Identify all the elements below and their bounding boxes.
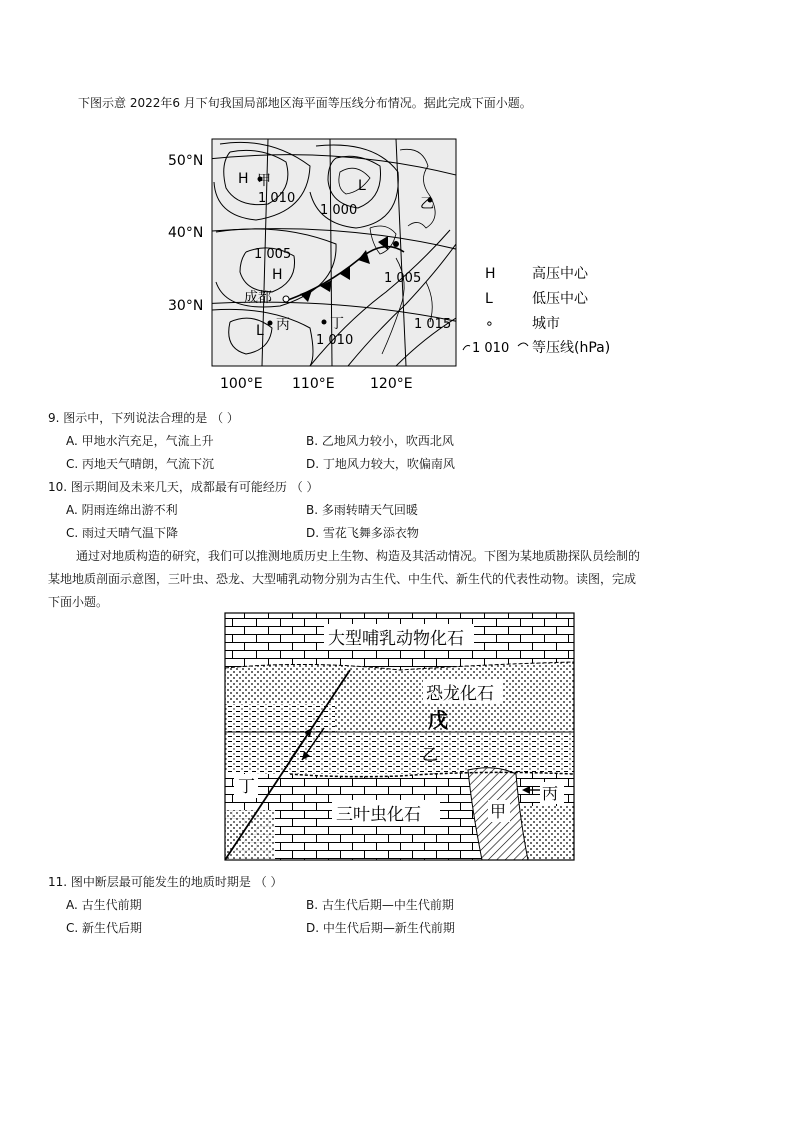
q9-stem: 9. 图示中，下列说法合理的是 （ ）: [48, 411, 239, 425]
lon-label-110: 110°E: [292, 376, 335, 392]
geologic-section: [220, 610, 582, 866]
label-yi: 乙: [422, 745, 439, 764]
lat-label-50: 50°N: [168, 153, 204, 169]
q10-option-a[interactable]: A. 阴雨连绵出游不利: [66, 503, 178, 517]
legend-sym-isobar: 1 010: [472, 341, 510, 356]
label-iso1010b: 1 010: [316, 333, 354, 348]
label-iso1005b: 1 005: [384, 271, 422, 286]
label-iso1000: 1 000: [320, 203, 358, 218]
legend-sym-H: H: [485, 266, 496, 282]
q9-option-a[interactable]: A. 甲地水汽充足，气流上升: [66, 434, 214, 448]
isobar-map: [160, 132, 640, 394]
q10-stem: 10. 图示期间及未来几天，成都最有可能经历 （ ）: [48, 480, 319, 494]
q11-option-b[interactable]: B. 古生代后期—中生代前期: [306, 898, 454, 912]
intro-text-2-line1: 通过对地质构造的研究，我们可以推测地质历史上生物、构造及其活动情况。下图为某地质勘探队员绘制的: [76, 549, 641, 563]
label-dino-fossil: 恐龙化石: [426, 684, 494, 704]
legend-text-isobar: 等压线(hPa): [532, 340, 611, 356]
lon-label-100: 100°E: [220, 376, 263, 392]
intro-text-2-line3: 下面小题。: [48, 595, 109, 609]
q11-option-a[interactable]: A. 古生代前期: [66, 898, 142, 912]
label-iso1015: 1 015: [414, 317, 452, 332]
label-trilobite-fossil: 三叶虫化石: [336, 805, 421, 825]
label-H2: H: [272, 267, 283, 283]
q10-option-b[interactable]: B. 多雨转晴天气回暖: [306, 503, 418, 517]
label-bing: 丙: [276, 317, 290, 333]
label-jia: 甲: [490, 802, 507, 821]
label-L1: L: [358, 178, 366, 194]
legend-text-H: 高压中心: [532, 266, 588, 282]
intro-text-2-line2: 某地地质剖面示意图，三叶虫、恐龙、大型哺乳动物分别为古生代、中生代、新生代的代表性动物。读图，完成: [48, 572, 637, 586]
q11-stem: 11. 图中断层最可能发生的地质时期是 （ ）: [48, 875, 283, 889]
label-wu: 戊: [428, 708, 448, 732]
label-mammal-fossil: 大型哺乳动物化石: [328, 629, 464, 649]
label-bing: 丙: [542, 784, 559, 803]
label-ding: 丁: [330, 316, 344, 332]
intro-text-1: 下图示意 2022年6 月下旬我国局部地区海平面等压线分布情况。据此完成下面小题。: [78, 96, 532, 110]
label-chengdu: 成都: [244, 290, 272, 306]
q9-option-c[interactable]: C. 丙地天气晴朗，气流下沉: [66, 457, 215, 471]
label-L2: L: [256, 323, 264, 339]
label-jia: 甲: [257, 173, 271, 189]
lat-label-40: 40°N: [168, 225, 204, 241]
label-iso1005a: 1 005: [254, 247, 292, 262]
label-iso1010a: 1 010: [258, 191, 296, 206]
label-ding: 丁: [238, 777, 255, 797]
label-yi: 乙: [420, 196, 434, 212]
legend-text-city: 城市: [532, 316, 560, 332]
legend-text-L: 低压中心: [532, 291, 588, 307]
lon-label-120: 120°E: [370, 376, 413, 392]
q10-option-d[interactable]: D. 雪花飞舞多添衣物: [306, 526, 419, 540]
q11-option-c[interactable]: C. 新生代后期: [66, 921, 143, 935]
q9-option-d[interactable]: D. 丁地风力较大，吹偏南风: [306, 457, 455, 471]
legend-sym-L: L: [485, 291, 493, 307]
label-H1: H: [238, 171, 249, 187]
q10-option-c[interactable]: C. 雨过天晴气温下降: [66, 526, 179, 540]
q11-option-d[interactable]: D. 中生代后期—新生代前期: [306, 921, 455, 935]
legend-sym-city: ∘: [485, 316, 494, 332]
lat-label-30: 30°N: [168, 298, 204, 314]
q9-option-b[interactable]: B. 乙地风力较小，吹西北风: [306, 434, 454, 448]
